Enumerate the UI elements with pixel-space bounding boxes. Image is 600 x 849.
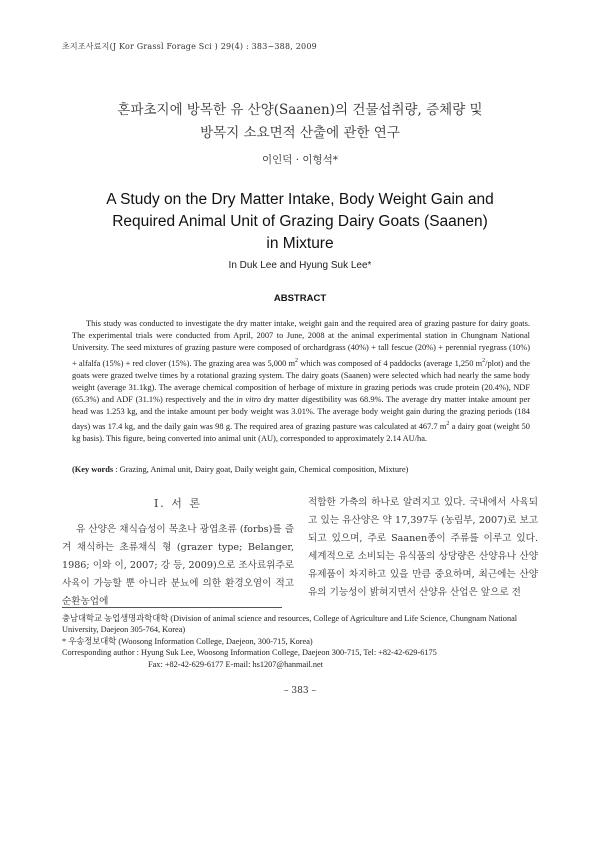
section-title-introduction: Ⅰ. 서 론 [153, 497, 203, 510]
intro-right-column: 적합한 가축의 하나로 알려지고 있다. 국내에서 사육되고 있는 유산양은 약 17,397두 (농림부, 2007)로 보고되고 있으며, 주로 Saanen종이 주류를 이루고 있다. 세계적으로 소비되는 유식품의 상당량은 산양유나 산양유제품이 차지하고 있을 만큼 중요하며, 최근에는 산양유의 기능성이 밝혀지면서 산양유 산업은 앞으로 전 [308, 497, 538, 598]
english-title [40, 189, 560, 255]
footnote-divider [62, 607, 282, 608]
page-number: – 383 – [284, 686, 316, 696]
english-title-line-3: in Mixture [266, 235, 334, 252]
english-authors: In Duk Lee and Hyung Suk Lee* [228, 260, 372, 271]
abstract-body: This study was conducted to investigate the dry matter intake, weight gain and the required area of grazing pasture for dairy goats. The experimental trials were conducted from April, 2007 to June, 2008 at the animal experimental station in Chungnam National University. The seed mixtures of grazing pasture were composed of orchardgrass (40%) + tall fescue (20%) + perennial ryegrass (10%) + alfalfa (15%) + red clover (15%). The grazing area was 5,000 $m^2$ which was composed of 4 paddocks (average 1,250 $m^2/plot$) and the goats were grazed twelve times by a rotational grazing system. The dairy goats (Saanen) were selected which had nearly the same body weight (average 31.1kg). The average chemical composition of herbage of mixture in grazing periods was crude protein (20.4%), NDF (65.3%) and ADF (31.1%) respectively and the in vitro dry matter digestibility was 68.9%. The average dry matter intake amount per head was 1.253 kg, and the intake amount per body weight was 3.01%. The average body weight gain during the grazing periods (184 days) was 17.4 kg, and the daily gain was 98 g. The required area of grazing pasture was calculated at 467.7 $m^2$ a dairy goat (weight 50 kg basis). This figure, being converted into animal unit (AU), corresponded to approximately 2.14 AU/ha. [72, 319, 530, 444]
footnote-affiliation-2: * 우송정보대학 (Woosong Information College, Daejeon, 300-715, Korea) [62, 636, 313, 646]
keywords-text: : Grazing, Animal unit, Dairy goat, Daily weight gain, Chemical composition, Mixture) [113, 465, 409, 474]
footnotes [62, 613, 540, 670]
korean-title-line-2: 방목지 소요면적 산출에 관한 연구 [200, 125, 400, 141]
english-title-line-2: Required Animal Unit of Grazing Dairy Goats (Saanen) [112, 213, 488, 230]
footnote-affiliation-1: 충남대학교 농업생명과학대학 (Division of animal science and resources, College of Agriculture and Life Science, Chungnam National University, Daejeon 305-764, Korea) [62, 614, 518, 635]
intro-left-column: 유 산양은 채식습성이 목초나 광엽초류 (forbs)를 즐겨 채식하는 초류채식 형 (grazer type; Belanger, 1986; 이와 이, 2007; 강 등, 2009)으로 조사료위주로 사육이 가능할 뿐 아니라 분뇨에 의한 환경오염이 적고 순환농업에 [62, 524, 294, 607]
keywords-label: (Key words [72, 465, 114, 474]
footnote-fax-email: Fax: +82-42-629-6177 E-mail: hs1207@hanmail.net [148, 659, 324, 669]
korean-authors: 이인덕 · 이형석* [261, 154, 339, 166]
korean-title-line-1: 혼파초지에 방목한 유 산양(Saanen)의 건물섭취량, 증체량 및 [117, 102, 483, 118]
abstract-heading: ABSTRACT [273, 293, 327, 304]
keywords [72, 465, 532, 474]
english-title-line-1: A Study on the Dry Matter Intake, Body Weight Gain and [106, 191, 494, 208]
journal-citation: 초지조사료지(J Kor Grassl Forage Sci ) 29(4) : 383~388, 2009 [62, 42, 317, 51]
footnote-corresponding: Corresponding author : Hyung Suk Lee, Woosong Information College, Daejeon 300-715, Tel: +82-42-629-6175 [62, 648, 437, 658]
